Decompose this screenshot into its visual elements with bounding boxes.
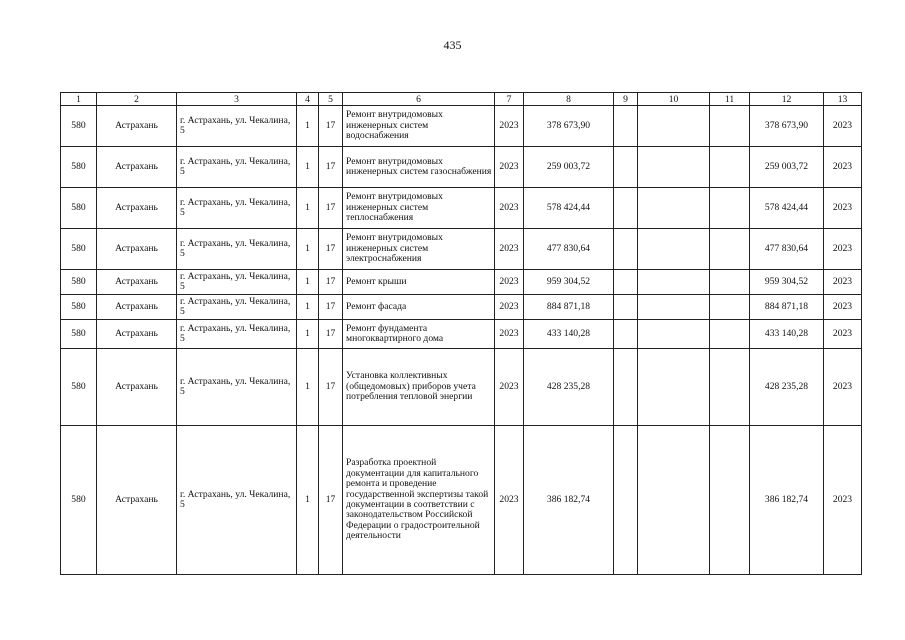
cell-year: 2023: [495, 320, 524, 349]
cell-year: 2023: [495, 295, 524, 320]
cell-year-end: 2023: [824, 349, 862, 426]
cell-city: Астрахань: [97, 229, 177, 270]
cell-address: г. Астрахань, ул. Чекалина, 5: [177, 106, 297, 147]
column-header: 6: [343, 93, 495, 106]
cell-work-type: Установка коллективных (общедомовых) приборов учета потребления тепловой энергии: [343, 349, 495, 426]
cell-year: 2023: [495, 426, 524, 575]
cell-col5: 17: [319, 270, 343, 295]
column-header: 3: [177, 93, 297, 106]
table-row: [61, 295, 862, 320]
cell-year-end: 2023: [824, 229, 862, 270]
cell-col11: [710, 147, 750, 188]
column-number-row: [61, 93, 862, 106]
cell-total: 578 424,44: [750, 188, 824, 229]
cell-number: 580: [61, 295, 97, 320]
cell-col4: 1: [297, 426, 319, 575]
cell-total: 386 182,74: [750, 426, 824, 575]
cell-year-end: 2023: [824, 106, 862, 147]
cell-number: 580: [61, 349, 97, 426]
cell-address: г. Астрахань, ул. Чекалина, 5: [177, 320, 297, 349]
column-header: 13: [824, 93, 862, 106]
cell-address: г. Астрахань, ул. Чекалина, 5: [177, 349, 297, 426]
cell-col9: [614, 229, 638, 270]
cell-col9: [614, 106, 638, 147]
cell-col4: 1: [297, 229, 319, 270]
column-header: 2: [97, 93, 177, 106]
cell-total: 259 003,72: [750, 147, 824, 188]
cell-col10: [638, 106, 710, 147]
cell-col11: [710, 188, 750, 229]
cell-address: г. Астрахань, ул. Чекалина, 5: [177, 270, 297, 295]
column-header: 5: [319, 93, 343, 106]
cell-number: 580: [61, 106, 97, 147]
cell-work-type: Ремонт внутридомовых инженерных систем водоснабжения: [343, 106, 495, 147]
table-row: [61, 270, 862, 295]
table-row: [61, 320, 862, 349]
cell-year-end: 2023: [824, 320, 862, 349]
cell-address: г. Астрахань, ул. Чекалина, 5: [177, 188, 297, 229]
cell-cost: 259 003,72: [524, 147, 614, 188]
cell-col4: 1: [297, 320, 319, 349]
table-row: [61, 147, 862, 188]
cell-city: Астрахань: [97, 426, 177, 575]
cell-cost: 433 140,28: [524, 320, 614, 349]
cell-work-type: Ремонт крыши: [343, 270, 495, 295]
cell-number: 580: [61, 426, 97, 575]
column-header: 7: [495, 93, 524, 106]
cell-col5: 17: [319, 295, 343, 320]
cell-col11: [710, 295, 750, 320]
cell-col10: [638, 188, 710, 229]
table-row: [61, 426, 862, 575]
cell-cost: 428 235,28: [524, 349, 614, 426]
cell-col5: 17: [319, 349, 343, 426]
cell-address: г. Астрахань, ул. Чекалина, 5: [177, 147, 297, 188]
cell-col9: [614, 295, 638, 320]
cell-city: Астрахань: [97, 349, 177, 426]
cell-year-end: 2023: [824, 188, 862, 229]
cell-address: г. Астрахань, ул. Чекалина, 5: [177, 229, 297, 270]
cell-col10: [638, 426, 710, 575]
cell-col11: [710, 349, 750, 426]
cell-work-type: Ремонт внутридомовых инженерных систем газоснабжения: [343, 147, 495, 188]
cell-col5: 17: [319, 188, 343, 229]
cell-cost: 378 673,90: [524, 106, 614, 147]
column-header: 11: [710, 93, 750, 106]
table-row: [61, 106, 862, 147]
cell-number: 580: [61, 270, 97, 295]
cell-year-end: 2023: [824, 147, 862, 188]
cell-cost: 578 424,44: [524, 188, 614, 229]
cell-col11: [710, 229, 750, 270]
cell-col9: [614, 147, 638, 188]
table-row: [61, 188, 862, 229]
cell-work-type: Ремонт фундамента многоквартирного дома: [343, 320, 495, 349]
cell-city: Астрахань: [97, 320, 177, 349]
column-header: 4: [297, 93, 319, 106]
cell-col5: 17: [319, 229, 343, 270]
cell-col11: [710, 320, 750, 349]
cell-col4: 1: [297, 106, 319, 147]
cell-year: 2023: [495, 270, 524, 295]
cell-total: 433 140,28: [750, 320, 824, 349]
cell-city: Астрахань: [97, 147, 177, 188]
cell-col4: 1: [297, 270, 319, 295]
cell-col10: [638, 295, 710, 320]
cell-col5: 17: [319, 147, 343, 188]
cell-col9: [614, 426, 638, 575]
table-body: [61, 93, 862, 575]
cell-number: 580: [61, 147, 97, 188]
cell-city: Астрахань: [97, 188, 177, 229]
table-row: [61, 229, 862, 270]
cell-col10: [638, 229, 710, 270]
cell-work-type: Разработка проектной документации для капитального ремонта и проведение государственной экспертизы такой документации в соответствии с законодательством Российской Федерации о градостроительной деятельности: [343, 426, 495, 575]
cell-cost: 884 871,18: [524, 295, 614, 320]
cell-col5: 17: [319, 106, 343, 147]
cell-col11: [710, 106, 750, 147]
cell-total: 428 235,28: [750, 349, 824, 426]
cell-col4: 1: [297, 295, 319, 320]
cell-work-type: Ремонт внутридомовых инженерных систем электроснабжения: [343, 229, 495, 270]
page-number: 435: [443, 38, 462, 52]
cell-year-end: 2023: [824, 270, 862, 295]
cell-number: 580: [61, 229, 97, 270]
cell-col4: 1: [297, 147, 319, 188]
cell-work-type: Ремонт внутридомовых инженерных систем теплоснабжения: [343, 188, 495, 229]
cell-col5: 17: [319, 320, 343, 349]
column-header: 12: [750, 93, 824, 106]
cell-col9: [614, 320, 638, 349]
cell-col10: [638, 270, 710, 295]
cell-col10: [638, 349, 710, 426]
cell-col9: [614, 349, 638, 426]
cell-col11: [710, 270, 750, 295]
cell-col9: [614, 270, 638, 295]
cell-year: 2023: [495, 229, 524, 270]
column-header: 10: [638, 93, 710, 106]
cell-total: 884 871,18: [750, 295, 824, 320]
cell-year: 2023: [495, 106, 524, 147]
cell-cost: 477 830,64: [524, 229, 614, 270]
cell-col10: [638, 320, 710, 349]
cell-year: 2023: [495, 349, 524, 426]
cell-col5: 17: [319, 426, 343, 575]
table-row: [61, 349, 862, 426]
cell-number: 580: [61, 188, 97, 229]
cell-city: Астрахань: [97, 270, 177, 295]
cell-col9: [614, 188, 638, 229]
cell-total: 959 304,52: [750, 270, 824, 295]
cell-number: 580: [61, 320, 97, 349]
cell-year: 2023: [495, 188, 524, 229]
register-table: [60, 92, 862, 575]
cell-total: 477 830,64: [750, 229, 824, 270]
cell-col4: 1: [297, 349, 319, 426]
cell-city: Астрахань: [97, 106, 177, 147]
cell-total: 378 673,90: [750, 106, 824, 147]
cell-work-type: Ремонт фасада: [343, 295, 495, 320]
cell-address: г. Астрахань, ул. Чекалина, 5: [177, 295, 297, 320]
cell-col4: 1: [297, 188, 319, 229]
column-header: 1: [61, 93, 97, 106]
cell-col11: [710, 426, 750, 575]
cell-year-end: 2023: [824, 426, 862, 575]
column-header: 9: [614, 93, 638, 106]
cell-cost: 386 182,74: [524, 426, 614, 575]
cell-city: Астрахань: [97, 295, 177, 320]
cell-cost: 959 304,52: [524, 270, 614, 295]
cell-address: г. Астрахань, ул. Чекалина, 5: [177, 426, 297, 575]
cell-year: 2023: [495, 147, 524, 188]
column-header: 8: [524, 93, 614, 106]
cell-year-end: 2023: [824, 295, 862, 320]
cell-col10: [638, 147, 710, 188]
